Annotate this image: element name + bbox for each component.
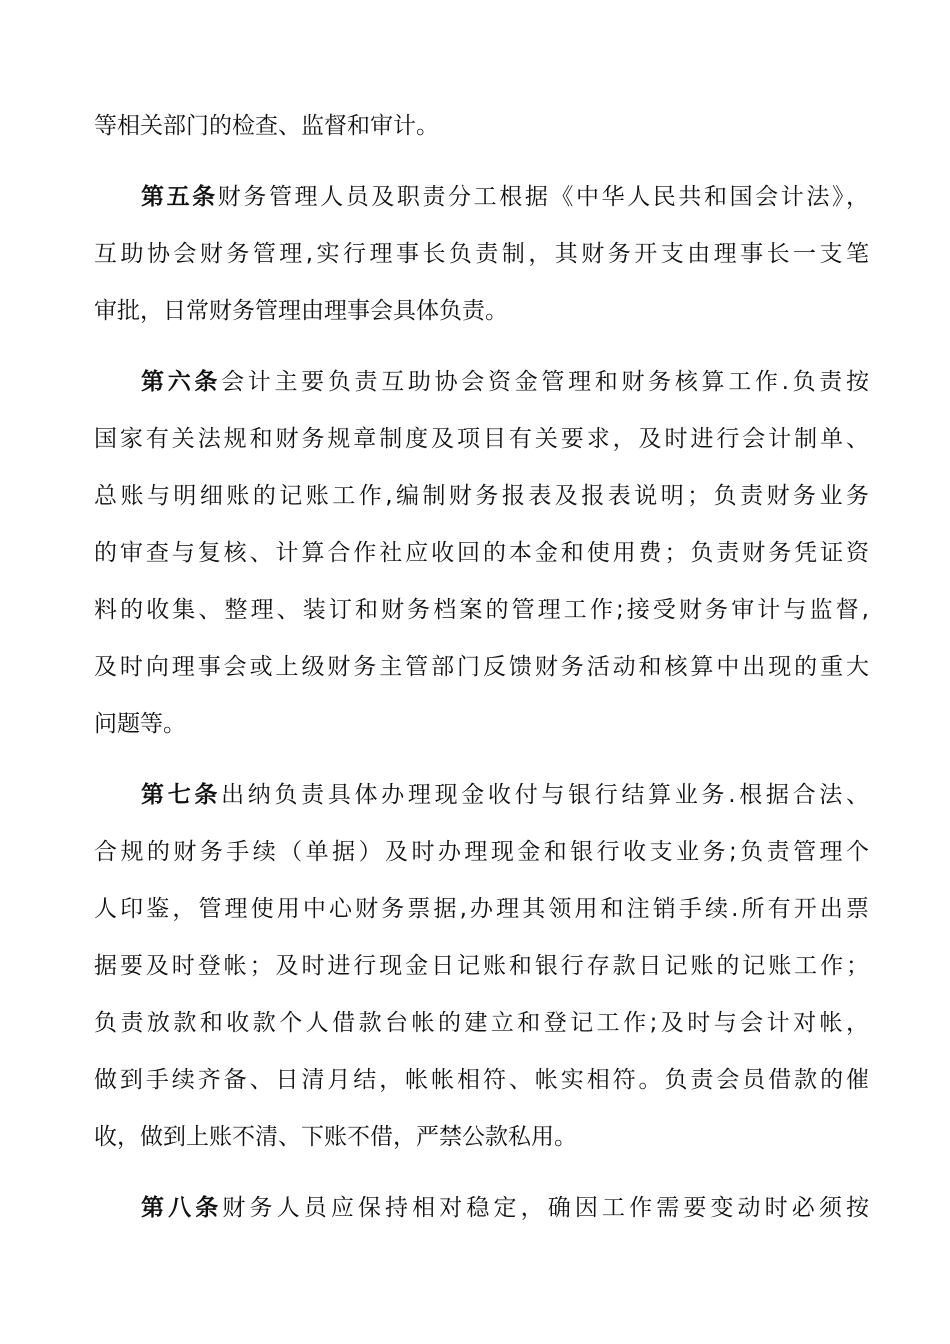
article-5-line-2: 互助协会财务管理,实行理事长负责制，其财务开支由理事长一支笔 xyxy=(94,241,869,267)
article-6-first-text: 会计主要负责互助协会资金管理和财务核算工作.负责按 xyxy=(221,369,870,395)
article-8-heading: 第八条 xyxy=(141,1195,223,1221)
article-7-heading: 第七条 xyxy=(141,782,222,808)
article-6-line-2: 国家有关法规和财务规章制度及项目有关要求，及时进行会计制单、 xyxy=(94,426,869,452)
article-7-line-7: 收，做到上账不清、下账不借，严禁公款私用。 xyxy=(94,1124,577,1150)
article-6-heading: 第六条 xyxy=(141,369,222,395)
article-8-first-line xyxy=(141,1188,869,1228)
article-7-first-line xyxy=(141,775,869,815)
article-5-first-text: 财务管理人员及职责分工根据《中华人民共和国会计法》， xyxy=(217,184,870,210)
intro-line-1: 等相关部门的检查、监督和审计。 xyxy=(94,113,439,139)
article-6-line-3: 总账与明细账的记账工作,编制财务报表及报表说明；负责财务业务 xyxy=(94,483,869,509)
article-6-line-4: 的审查与复核、计算合作社应收回的本金和使用费；负责财务凭证资 xyxy=(94,540,869,566)
article-7-line-5: 负责放款和收款个人借款台帐的建立和登记工作;及时与会计对帐， xyxy=(94,1010,869,1036)
article-8-first-text: 财务人员应保持相对稳定，确因工作需要变动时必须按 xyxy=(222,1195,870,1221)
article-6-line-7: 问题等。 xyxy=(94,711,186,737)
article-6-line-6: 及时向理事会或上级财务主管部门反馈财务活动和核算中出现的重大 xyxy=(94,654,869,680)
article-6-line-5: 料的收集、整理、装订和财务档案的管理工作;接受财务审计与监督, xyxy=(94,597,869,623)
article-7-line-4: 据要及时登帐；及时进行现金日记账和银行存款日记账的记账工作； xyxy=(94,953,869,979)
article-7-first-text: 出纳负责具体办理现金收付与银行结算业务.根据合法、 xyxy=(221,782,870,808)
article-7-line-3: 人印鉴，管理使用中心财务票据,办理其领用和注销手续.所有开出票 xyxy=(94,896,869,922)
article-5-line-3: 审批，日常财务管理由理事会具体负责。 xyxy=(94,298,508,324)
article-7-line-6: 做到手续齐备、日清月结，帐帐相符、帐实相符。负责会员借款的催 xyxy=(94,1067,869,1093)
article-7-line-2: 合规的财务手续（单据）及时办理现金和银行收支业务;负责管理个 xyxy=(94,839,869,865)
article-6-first-line xyxy=(141,362,869,402)
article-5-first-line xyxy=(141,177,869,217)
article-5-heading: 第五条 xyxy=(141,184,218,210)
